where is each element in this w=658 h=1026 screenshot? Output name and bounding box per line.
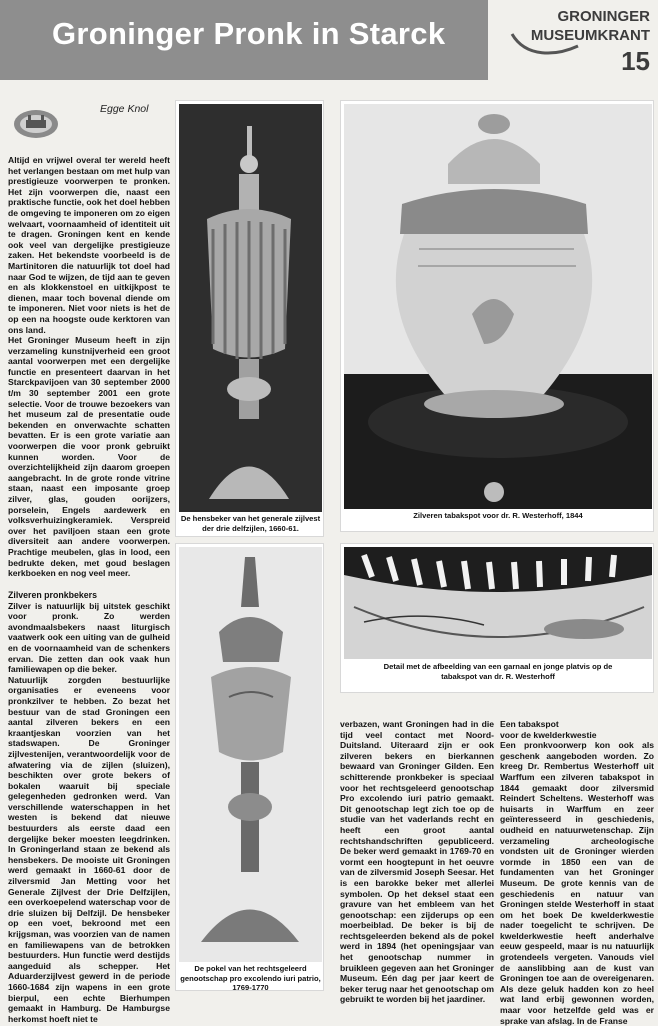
page-number: 15 xyxy=(621,46,650,76)
subhead-silver: Zilveren pronkbekers xyxy=(8,590,97,600)
hensbeker-image xyxy=(179,104,322,512)
subhead-tabakspot-1: Een tabakspot xyxy=(500,719,559,729)
caption-pokel: De pokel van het rechtsgeleerd genootschap pro excolendo iuri patrio, 1769-1770 xyxy=(180,964,321,993)
tabakspot-article-column xyxy=(500,719,654,1026)
pokel-paragraph: verbazen, want Groningen had in die tijd veel contact met Noord-Duitsland. Uiteraard zijn er ook zilveren bekers en bierkannen bewaard van Groninger Gilden. Een schitterende pronkbeker is speciaal voor het rechtsgeleerd genootschap Pro excolendo iuri patrio gemaakt. Dit genootschap legt zich toe op de studie van het vaderlands recht en heeft een groot aantal rechtshandschriften gepubliceerd. De beker werd gemaakt in 1769-70 en vormt een hoogtepunt in het oeuvre van de zilversmid Joseph Seesar. Het is een barokke beker met allerlei symbolen. Op het deksel staat een gravure van het embleem van het genootschap: een zijderups op een moerbeiblad. De beker is bij de rechtsgeleerden bekend als de pokel werd in 1894 (het openingsjaar van het genootschap nummer in bruikleen gegeven aan het Groninger Museum. Eén dag per jaar keert de beker terug naar het genootschap om gebruikt te worden bij het jaardiner. xyxy=(340,719,494,1005)
photo-detail xyxy=(340,543,654,693)
museum-logo-icon xyxy=(12,107,60,141)
author-byline: Egge Knol xyxy=(100,103,149,115)
tabakspot-paragraph: Een pronkvoorwerp kon ook als geschenk aangeboden worden. Zo kreeg Dr. Rembertus Westerhoff uit Warffum een zilveren tabakspot in 1844 gemaakt door zilversmid Reindert Scheltens. Westerhoff was huisarts in Warffum en zeer geïnteresseerd in geschiedenis, oudheid en natuurwetenschap. Zijn verzameling archeologische vondsten uit de Groninger wierden vormde in 1850 een van de fundamenten van het Groninger Museum. De grote kennis van de geschiedenis en natuur van Groningen stelde Westerhoff in staat om het boek De kwelderkwestie nader toegelicht te schrijven. De kwelderkwestie heeft anderhalve eeuw gespeeld, maar is nu natuurlijk grotendeels vergeten. Vanouds viel de aanslibbing aan de kust van Groningen toe aan de overeigenaren. Als deze geluk hadden kon zo heel wat land erbij gewonnen worden, maar voor hetzelfde geld was er sprake van afslag. In de Franse xyxy=(500,740,654,1026)
brand-line-museumkrant: MUSEUMKRANT xyxy=(530,27,650,44)
photo-tabakspot xyxy=(340,100,654,532)
page-title: Groninger Pronk in Starck xyxy=(52,16,446,51)
brand-line-groninger: GRONINGER xyxy=(557,8,650,25)
pokel-image xyxy=(179,547,322,962)
caption-tabakspot: Zilveren tabakspot voor dr. R. Westerhoff, 1844 xyxy=(413,511,583,520)
guild-paragraph: Natuurlijk zorgden bestuurlijke organisaties er eveneens voor pronkzilver te hebben. Zo bezat het bestuur van de stad Groningen een aantal zilveren bekers en een kraantjeskan voorzien van het stadswapen. De Groninger zijlvestenijen, verantwoordelijk voor de afwatering via de zijlen (sluizen), beschikten over grote bekers of bokalen waaruit bij speciale gelegenheden gedronken werd. Van verschillende waterschappen in het westen is bekend dat nieuwe bestuurders als eerste daad een dergelijke beker moesten leegdrinken. In Groningerland staan ze bekend als hensbekers. De mooiste uit Groningen werd gemaakt in 1660-61 door de zilversmid Jan Metting voor het Generale Zijlvest der Drie Delfzijlen, een overkoepelend waterschap voor de drie sluizen bij Delfzijl. De hensbeker op een voet, bekroond met een krijgsman, was voorzien van de namen en familiewapens van de betrokken bestuurders. Hun functie werd destijds aangeduid als schepper. Het Aduarderzijlvest gewerd in de periode 1660-1684 zijn wapens in een grote bierpul, een echte Bierhumpen gemaakt in Hamburg. De Hamburgse herkomst hoeft niet te xyxy=(8,674,170,1024)
tabakspot-image xyxy=(344,104,652,509)
lead-article-column xyxy=(8,155,170,579)
museum-paragraph: Het Groninger Museum heeft in zijn verzameling kunstnijverheid een groot aantal voorwerpen met een dergelijke functie en presenteert daarvan in het Starckpavijoen van 30 september 2000 t/m 30 september 2001 een grote selectie. Voor de trouwe bezoekers van het museum zal de presentatie oude bekenden en onverwachte schatten bevatten. Er is een grote variatie aan voorwerpen die voor pronk gebruikt kunnen worden. Voor de overzichtelijkheid zijn daarom groepen aangebracht. In de grote ronde vitrine staan, naast een imposante groep zilver, glas, gouden oorijzers, porselein, Engels aardewerk en volksverhuizingkeramiek. Verspreid over het paviljoen staan een grote diversiteit aan andere voorwerpen. Prachtige meubelen, glas in lood, een bedrukte deken, met goud beslagen kerkboeken en nog veel meer. xyxy=(8,335,170,579)
masthead xyxy=(490,0,658,80)
silver-section xyxy=(8,588,170,1024)
photo-hensbeker xyxy=(175,100,324,537)
lead-paragraph: Altijd en vrijwel overal ter wereld heeft het verlangen bestaan om met hulp van prestigieuze voorwerpen te pronken. Het zijn voorwerpen die, naast een praktische functie, ook het doel hebben de omgeving te imponeren om zo eigen welvaart, voornaamheid of identiteit uit te dragen. Groningen kent en kende ook veel van dergelijke prestigieuze zaken. Het bekendste voorbeeld is de Martinitoren die natuurlijk tot doel had naar God te wijzen, de tijd aan te geven en als klokkenstoel en uitkijkpost te dienen, maar toch bovenal diende om te imponeren. Niet voor niets is het de op een na hoogste oude kerktoren van ons land. xyxy=(8,155,170,335)
title-band xyxy=(0,0,488,80)
detail-image xyxy=(344,547,652,659)
caption-detail: Detail met de afbeelding van een garnaal en jonge platvis op de tabakspot van dr. R. Westerhoff xyxy=(383,662,613,681)
caption-hensbeker: De hensbeker van het generale zijlvest der drie delfzijlen, 1660-61. xyxy=(180,514,321,533)
silver-paragraph: Zilver is natuurlijk bij uitstek geschikt voor pronk. Zo werden avondmaalsbekers naast liturgisch vaatwerk ook een uiting van de gulheid en de voornaamheid van de schenkers ervan. Die zetten dan ook vaak hun familiewapen op die beker. xyxy=(8,600,170,675)
pokel-article-column xyxy=(340,719,494,1005)
photo-pokel xyxy=(175,543,324,991)
subhead-tabakspot-2: voor de kwelderkwestie xyxy=(500,729,597,740)
